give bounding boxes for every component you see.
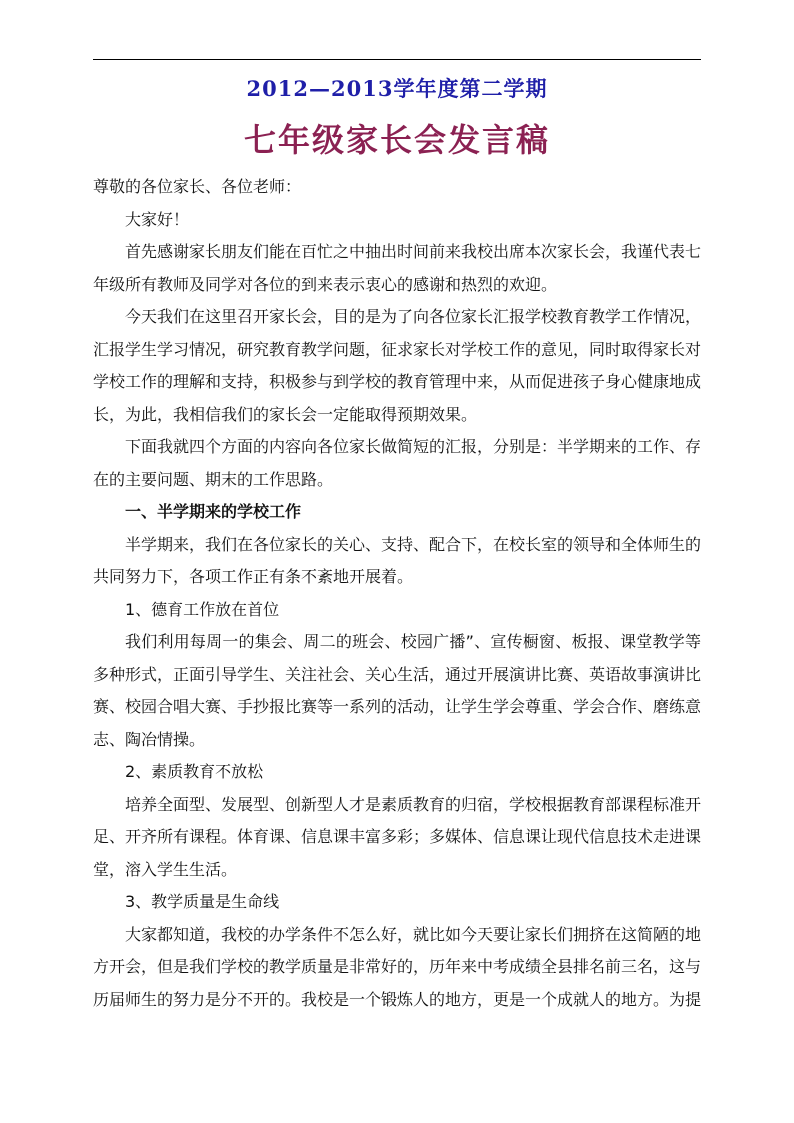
header-rule [93, 59, 701, 60]
greeting: 大家好！ [125, 209, 190, 229]
paragraph-moral-education: 我们利用每周一的集会、周二的班会、校园广播”、宣传橱窗、板报、课堂教学等多种形式，正面引导学生、关注社会、关心生活，通过开展演讲比赛、英语故事演讲比赛、校园合唱大赛、手抄报比赛等一系列的活动，让学生学会尊重、学会合作、磨练意志、陶冶情操。 [93, 632, 702, 749]
paragraph-outline: 下面我就四个方面的内容向各位家长做简短的汇报，分别是：半学期来的工作、存在的主要问题、期末的工作思路。 [93, 437, 702, 489]
paragraph-quality-education: 培养全面型、发展型、创新型人才是素质教育的归宿，学校根据教育部课程标准开足、开齐所有课程。体育课、信息课丰富多彩；多媒体、信息课让现代信息技术走进课堂，溶入学生生活。 [93, 794, 702, 879]
document-body [93, 171, 701, 1016]
paragraph-welcome: 首先感谢家长朋友们能在百忙之中抽出时间前来我校出席本次家长会，我谨代表七年级所有教师及同学对各位的到来表示衷心的感谢和热烈的欢迎。 [93, 242, 702, 294]
document-title: 七年级家长会发言稿 [243, 121, 550, 159]
paragraph-section-intro: 半学期来，我们在各位家长的关心、支持、配合下，在校长室的领导和全体师生的共同努力下，各项工作正有条不紊地开展着。 [93, 534, 702, 586]
salutation: 尊敬的各位家长、各位老师： [93, 177, 302, 196]
document-subtitle: 2012—2013学年度第二学期 [246, 76, 548, 101]
subheading-teaching-quality: 3、教学质量是生命线 [125, 892, 280, 911]
paragraph-purpose: 今天我们在这里召开家长会，目的是为了向各位家长汇报学校教育教学工作情况，汇报学生学习情况，研究教育教学问题，征求家长对学校工作的意见，同时取得家长对学校工作的理解和支持，积极参与到学校的教育管理中来，从而促进孩子身心健康地成长，为此，我相信我们的家长会一定能取得预期效果。 [93, 307, 702, 424]
subheading-quality-education: 2、素质教育不放松 [125, 762, 264, 781]
paragraph-teaching-quality: 大家都知道，我校的办学条件不怎么好，就比如今天要让家长们拥挤在这简陋的地方开会，但是我们学校的教学质量是非常好的，历年来中考成绩全县排名前三名，这与历届师生的努力是分不开的。我校是一个锻炼人的地方，更是一个成就人的地方。为提 [93, 924, 702, 1009]
subheading-moral-education: 1、德育工作放在首位 [125, 599, 280, 619]
section-heading: 一、半学期来的学校工作 [125, 502, 302, 521]
